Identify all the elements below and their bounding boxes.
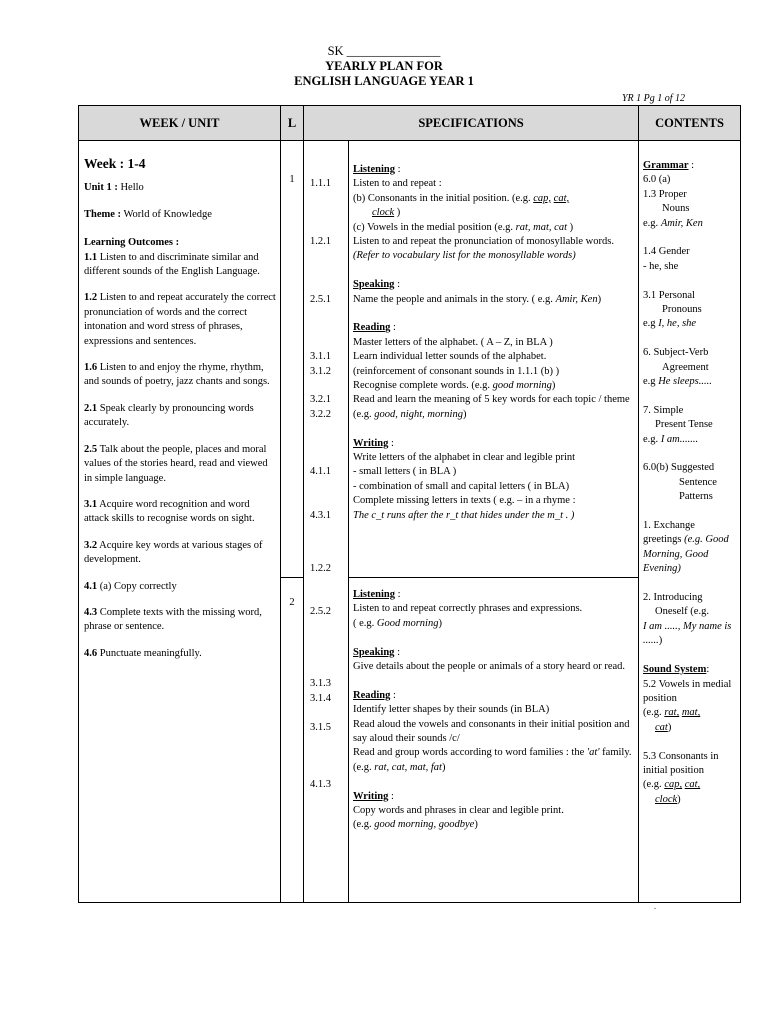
- outcome-4-1: 4.1 (a) Copy correctly: [84, 580, 177, 592]
- spec-text-lesson-1: Listening : Listen to and repeat : (b) Consonants in the initial position. (e.g. cap, cat, clock ) (c) Vowels in the medial position (e.g. rat, mat, cat ) Listen to and repeat the pronunciation of monosyllable words. (Refer to vocabulary list for the monosyllable words) Speaking : Name the people and animals in the story. ( e.g. Amir, Ken) Reading : Master letters of the alphabet. ( A – Z, in BLA ) Learn individual letter sounds of the alphabet. (reinforcement of consonant sounds in 1.1.1 (b) ) Recognise complete words. (e.g. good morning) Read and learn the meaning of 5 key words for each topic / theme (e.g. good, night, morning) Writing : Write letters of the alphabet in clear and legible print - small letters ( in BLA ) - combination of small and capital letters ( in BLA) Complete missing letters in texts ( e.g. – in a rhyme : The c_t runs after the r_t that hides under the m_t . ): [349, 145, 639, 578]
- school-name: SK _______________: [327, 44, 441, 58]
- table-header-row: [79, 106, 741, 141]
- week-label: Week : 1-4: [84, 156, 146, 171]
- theme-line: Theme : World of Knowledge: [84, 208, 212, 220]
- outcome-2-5: 2.5 Talk about the people, places and moral values of the stories heard, read and viewed in simple language.: [84, 443, 268, 484]
- unit-line: Unit 1 : Hello: [84, 182, 144, 194]
- outcome-4-6: 4.6 Punctuate meaningfully.: [84, 647, 202, 659]
- outcome-2-1: 2.1 Speak clearly by pronouncing words accurately.: [84, 402, 254, 429]
- spec-text-lesson-2: Listening : Listen to and repeat correctly phrases and expressions. ( e.g. Good morning) Speaking : Give details about the people or animals of a story heard or read. Reading : Identify letter shapes by their sounds (in BLA) Read aloud the vowels and consonants in their initial position and say aloud their sounds /c/ Read and group words according to word families : the 'at' family. (e.g. rat, cat, mat, fat) Writing : Copy words and phrases in clear and legible print. (e.g. good morning, goodbye): [349, 578, 639, 903]
- page-reference: YR 1 Pg 1 of 12: [622, 93, 686, 104]
- col-header-contents: CONTENTS: [639, 106, 741, 141]
- outcome-3-1: 3.1 Acquire word recognition and word attack skills to recognise words on sight.: [84, 498, 255, 525]
- outcome-1-6: 1.6 Listen to and enjoy the rhyme, rhythm, and sounds of poetry, jazz chants and songs.: [84, 362, 270, 388]
- lesson-number-2: 2: [281, 578, 304, 903]
- yearly-plan-table: [78, 105, 741, 903]
- col-header-specifications: SPECIFICATIONS: [304, 106, 639, 141]
- doc-title: YEARLY PLAN FOR: [325, 59, 443, 73]
- col-header-week: WEEK / UNIT: [79, 106, 281, 141]
- spec-codes-cell: 1.1.1 1.2.1 2.5.1 3.1.1 3.1.2 3.2.1 3.2.2 4.1.1 4.3.1 1.2.2 2.5.2 3.1.3 3.1.4 3.1.5 4.1.3: [304, 145, 349, 902]
- outcome-1-1: 1.1 Listen to and discriminate similar and different sounds of the English Language.: [84, 251, 260, 278]
- lesson-number-1: 1: [281, 145, 304, 578]
- outcome-1-2: 1.2 Listen to and repeat accurately the correct pronunciation of words and the correct intonation and word stress of phrases, expressions and sentences.: [84, 292, 276, 347]
- outcome-4-3: 4.3 Complete texts with the missing word, phrase or sentence.: [84, 606, 262, 633]
- contents-cell: Grammar : 6.0 (a) 1.3 Proper Nouns e.g. Amir, Ken 1.4 Gender - he, she 3.1 Personal Pronouns e.g I, he, she 6. Subject-Verb Agreement e.g He sleeps..... 7. Simple Present Tense e.g. I am....... 6.0(b) Suggested Sentence Patterns 1. Exchange greetings (e.g. Good Morning, Good Evening) 2. Introducing Oneself (e.g. I am ....., My name is ......) Sound System: 5.2 Vowels in medial position (e.g. rat, mat, cat) 5.3 Consonants in initial position (e.g. cap, cat, clock): [639, 145, 741, 902]
- lesson-row-1: [79, 145, 741, 578]
- week-unit-cell: [79, 145, 281, 902]
- learning-outcomes-label: Learning Outcomes :: [84, 237, 180, 249]
- stray-mark: .: [654, 902, 656, 911]
- outcome-3-2: 3.2 Acquire key words at various stages of development.: [84, 539, 263, 566]
- doc-subtitle: ENGLISH LANGUAGE YEAR 1: [294, 74, 474, 88]
- col-header-lesson: L: [281, 106, 304, 141]
